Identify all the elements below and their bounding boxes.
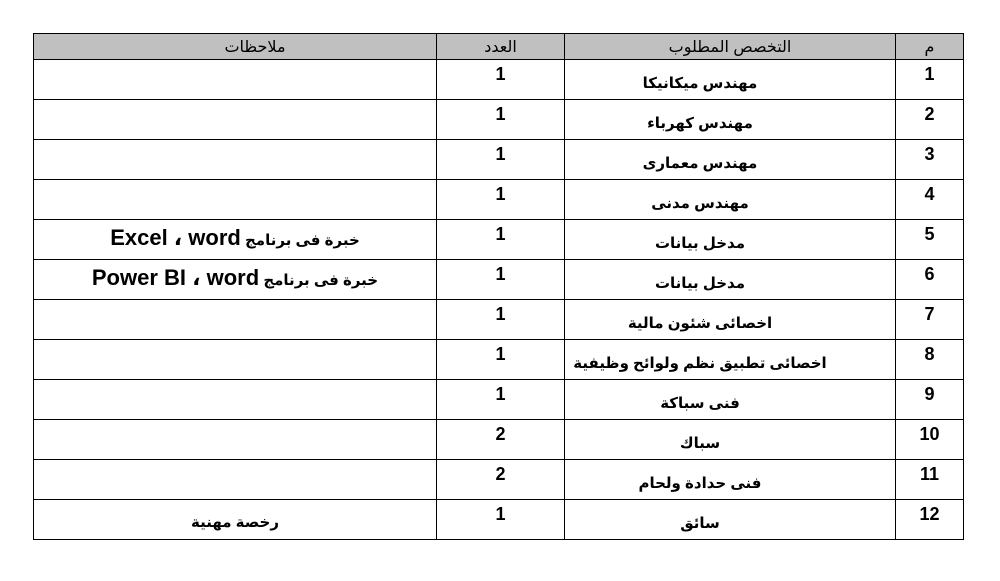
row-number: 8 xyxy=(896,340,964,380)
row-count: 1 xyxy=(437,300,565,340)
row-notes xyxy=(34,220,437,260)
row-count: 1 xyxy=(437,220,565,260)
row-number: 9 xyxy=(896,380,964,420)
row-specialization: سباك xyxy=(565,420,896,460)
row-notes xyxy=(34,260,437,300)
row-count: 1 xyxy=(437,260,565,300)
table-row xyxy=(34,100,964,140)
row-notes xyxy=(34,140,437,180)
row-notes xyxy=(34,380,437,420)
row-specialization: مدخل بيانات xyxy=(565,260,896,300)
row-count: 1 xyxy=(437,500,565,540)
row-number: 12 xyxy=(896,500,964,540)
row-number: 11 xyxy=(896,460,964,500)
row-count: 2 xyxy=(437,460,565,500)
job-requirements-table xyxy=(33,33,964,540)
row-specialization: مهندس مدنى xyxy=(565,180,896,220)
row-specialization: فنى حدادة ولحام xyxy=(565,460,896,500)
row-count: 1 xyxy=(437,140,565,180)
table-row xyxy=(34,300,964,340)
row-number: 10 xyxy=(896,420,964,460)
table-header-row xyxy=(34,34,964,60)
row-notes xyxy=(34,340,437,380)
row-specialization: اخصائى تطبيق نظم ولوائح وظيفية xyxy=(565,340,896,380)
header-count: العدد xyxy=(437,34,565,60)
row-notes: رخصة مهنية xyxy=(34,500,437,540)
table-row xyxy=(34,340,964,380)
row-specialization: مهندس كهرباء xyxy=(565,100,896,140)
row-count: 1 xyxy=(437,180,565,220)
row-specialization: مهندس معمارى xyxy=(565,140,896,180)
notes-software: Power BI ، word xyxy=(91,264,260,290)
row-number: 2 xyxy=(896,100,964,140)
row-notes xyxy=(34,100,437,140)
notes-prefix: خبرة فى برنامج xyxy=(263,271,379,289)
table-row xyxy=(34,460,964,500)
table-row xyxy=(34,500,964,540)
row-count: 1 xyxy=(437,380,565,420)
row-number: 6 xyxy=(896,260,964,300)
row-specialization: مهندس ميكانيكا xyxy=(565,60,896,100)
row-notes xyxy=(34,420,437,460)
header-num: م xyxy=(896,34,964,60)
table-row xyxy=(34,220,964,260)
row-notes xyxy=(34,60,437,100)
row-number: 7 xyxy=(896,300,964,340)
table-row xyxy=(34,180,964,220)
row-number: 1 xyxy=(896,60,964,100)
table-row xyxy=(34,420,964,460)
table-row xyxy=(34,60,964,100)
row-specialization: سائق xyxy=(565,500,896,540)
row-notes xyxy=(34,460,437,500)
row-number: 3 xyxy=(896,140,964,180)
row-count: 1 xyxy=(437,60,565,100)
table-row xyxy=(34,260,964,300)
header-notes: ملاحظات xyxy=(34,34,437,60)
table-row xyxy=(34,380,964,420)
header-specialization: التخصص المطلوب xyxy=(565,34,896,60)
row-count: 1 xyxy=(437,100,565,140)
row-notes xyxy=(34,300,437,340)
table-row xyxy=(34,140,964,180)
row-number: 4 xyxy=(896,180,964,220)
row-specialization: فنى سباكة xyxy=(565,380,896,420)
row-notes xyxy=(34,180,437,220)
notes-prefix: خبرة فى برنامج xyxy=(245,231,360,249)
row-number: 5 xyxy=(896,220,964,260)
notes-software: Excel ، word xyxy=(110,224,241,250)
row-specialization: مدخل بيانات xyxy=(565,220,896,260)
row-count: 2 xyxy=(437,420,565,460)
row-specialization: اخصائى شئون مالية xyxy=(565,300,896,340)
job-requirements-table-wrapper xyxy=(33,33,963,540)
row-count: 1 xyxy=(437,340,565,380)
